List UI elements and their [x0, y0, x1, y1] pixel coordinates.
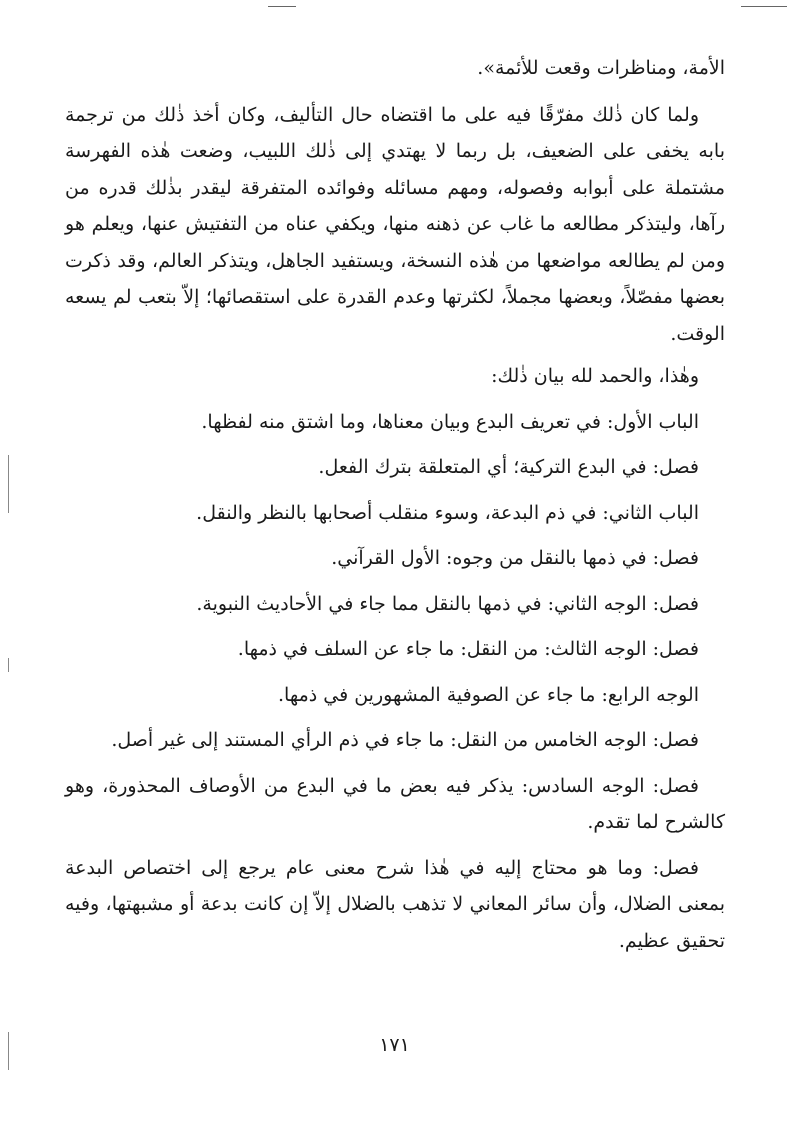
top-rule-left: [268, 6, 296, 7]
index-entry: فصل: في البدع التركية؛ أي المتعلقة بترك الفعل.: [318, 456, 699, 478]
page-number: ١٧١: [379, 1034, 410, 1056]
opening-line: الأمة، ومناظرات وقعت للأئمة».: [477, 57, 725, 79]
index-entry: فصل: الوجه الثالث: من النقل: ما جاء عن السلف في ذمها.: [237, 638, 699, 660]
index-entry: فصل: في ذمها بالنقل من وجوه: الأول القرآني.: [331, 547, 699, 569]
page-body: [65, 50, 725, 959]
top-rule-right: [741, 6, 787, 7]
index-intro: وهٰذا، والحمد لله بيان ذٰلك:: [491, 365, 699, 387]
margin-mark: [8, 658, 9, 672]
index-entry: الوجه الرابع: ما جاء عن الصوفية المشهورين في ذمها.: [277, 683, 699, 706]
index-entry: الباب الثاني: في ذم البدعة، وسوء منقلب أصحابها بالنظر والنقل.: [196, 501, 699, 524]
index-entry: فصل: وما هو محتاج إليه في هٰذا شرح معنى عام يرجع إلى اختصاص البدعة بمعنى الضلال، وأن سائر المعاني لا تذهب بالضلال إلاّ إن كانت بدعة أو مشبهتها، وفيه تحقيق عظيم.: [65, 856, 725, 952]
index-entry: فصل: الوجه السادس: يذكر فيه بعض ما في البدع من الأوصاف المحذورة، وهو كالشرح لما تقدم.: [65, 774, 725, 833]
margin-mark: [8, 455, 9, 513]
index-entry: فصل: الوجه الخامس من النقل: ما جاء في ذم الرأي المستند إلى غير أصل.: [111, 729, 699, 751]
main-paragraph: ولما كان ذٰلك مفرّقًا فيه على ما اقتضاه حال التأليف، وكان أخذ ذٰلك من ترجمة بابه يخفى على الضعيف، بل ربما لا يهتدي إلى ذٰلك اللبيب، وضعت هٰذه الفهرسة مشتملة على أبوابه وفصوله، ومهم مسائله وفوائده المتفرقة ليقدر بذٰلك قدره من رآها، وليتذكر مطالعه ما غاب عن ذهنه منها، ويكفي عناه من التفتيش عنها، ويعلم هو ومن لم يطالعه مواضعها من هٰذه النسخة، ويستفيد الجاهل، ويتذكر العالم، وقد ذكرت بعضها مفصّلاً، وبعضها مجملاً، لكثرتها وعدم القدرة على استقصائها؛ إلاّ بتعب لم يسعه الوقت.: [65, 103, 725, 345]
index-entry: الباب الأول: في تعريف البدع وبيان معناها، وما اشتق منه لفظها.: [201, 410, 699, 433]
index-entry: فصل: الوجه الثاني: في ذمها بالنقل مما جاء في الأحاديث النبوية.: [196, 592, 699, 615]
